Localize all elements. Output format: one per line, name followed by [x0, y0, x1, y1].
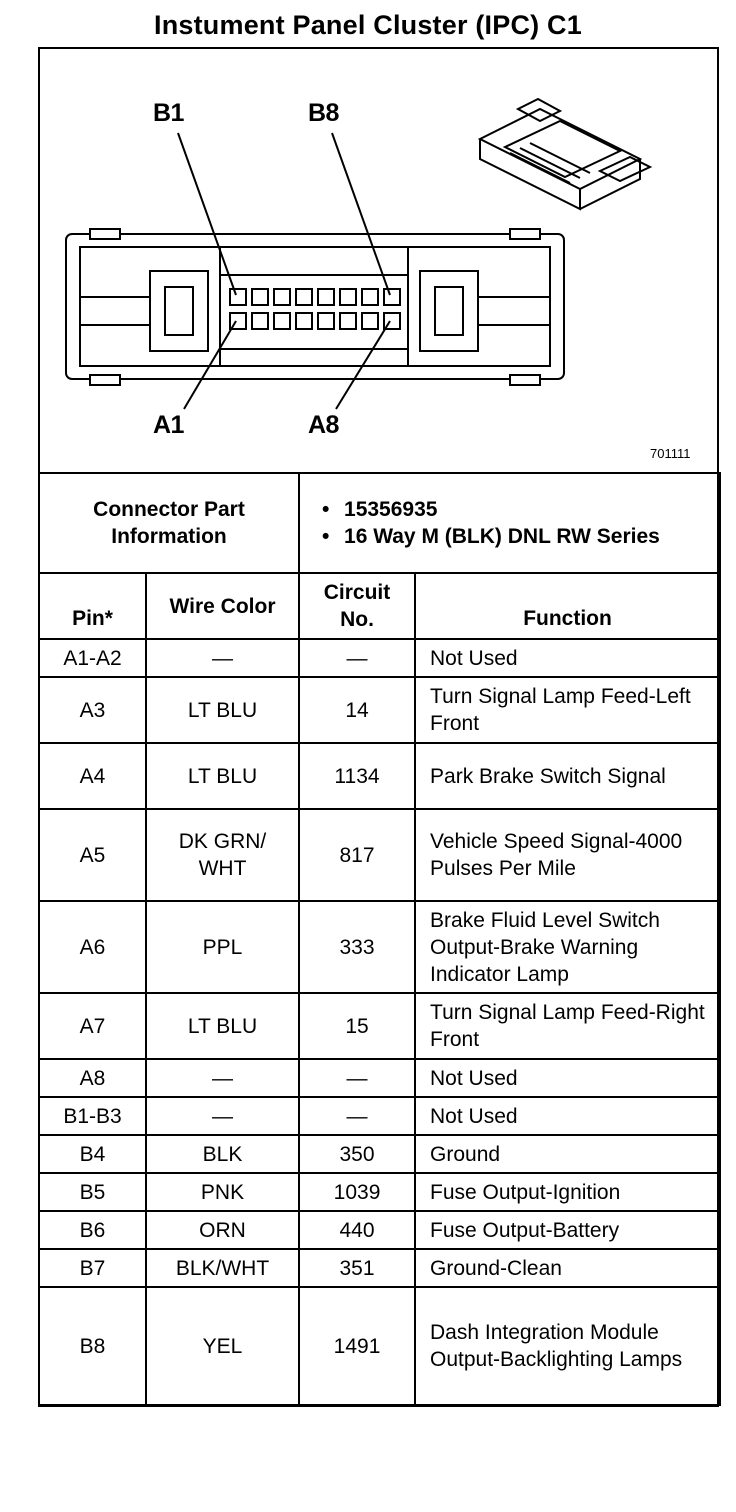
- pin-cell: B1-B3: [39, 1097, 146, 1135]
- left-latch: [150, 271, 208, 351]
- pin-label-b8: B8: [308, 99, 339, 127]
- connector-info-values: [299, 473, 720, 573]
- function-cell: Not Used: [415, 1097, 720, 1135]
- connector-info-label: Connector Part Information: [39, 473, 299, 573]
- left-latch-inner: [165, 287, 193, 335]
- wire-color-cell: DK GRN/ WHT: [146, 809, 299, 901]
- wire-color-cell: —: [146, 1059, 299, 1097]
- connector-drawing: [40, 49, 717, 473]
- wire-color-cell: PPL: [146, 901, 299, 993]
- table-row: [39, 1097, 720, 1135]
- terminal-row-b: [230, 289, 400, 305]
- pin-label-a8: A8: [308, 411, 339, 439]
- circuit-cell: 351: [299, 1249, 415, 1287]
- circuit-cell: 15: [299, 993, 415, 1059]
- circuit-cell: 1039: [299, 1173, 415, 1211]
- table-row: [39, 1249, 720, 1287]
- table-row: [39, 809, 720, 901]
- connector-diagram: [40, 49, 717, 473]
- document-title: Instument Panel Cluster (IPC) C1: [154, 10, 582, 40]
- pin-label-b1: B1: [153, 99, 184, 127]
- function-cell: Fuse Output-Battery: [415, 1211, 720, 1249]
- function-cell: Not Used: [415, 639, 720, 677]
- isometric-connector-sketch: [480, 99, 650, 209]
- circuit-cell: 333: [299, 901, 415, 993]
- pinout-table: [38, 472, 721, 1406]
- figure-number: 701111: [650, 446, 691, 461]
- wire-color-cell: LT BLU: [146, 993, 299, 1059]
- table-row: [39, 743, 720, 809]
- pin-cell: B4: [39, 1135, 146, 1173]
- circuit-cell: 1134: [299, 743, 415, 809]
- table-row: [39, 993, 720, 1059]
- table-row: [39, 1287, 720, 1405]
- right-latch: [420, 271, 478, 351]
- pin-cell: A4: [39, 743, 146, 809]
- connector-info-row: [39, 473, 720, 573]
- function-cell: Ground: [415, 1135, 720, 1173]
- pin-cell: A3: [39, 677, 146, 743]
- circuit-cell: —: [299, 1059, 415, 1097]
- wire-color-cell: —: [146, 1097, 299, 1135]
- circuit-cell: 817: [299, 809, 415, 901]
- wire-color-cell: —: [146, 639, 299, 677]
- circuit-cell: 1491: [299, 1287, 415, 1405]
- pin-cell: A5: [39, 809, 146, 901]
- table-row: [39, 1173, 720, 1211]
- right-latch-inner: [435, 287, 463, 335]
- pin-cell: B7: [39, 1249, 146, 1287]
- function-cell: Turn Signal Lamp Feed-Right Front: [415, 993, 720, 1059]
- circuit-cell: —: [299, 1097, 415, 1135]
- function-cell: Turn Signal Lamp Feed-Left Front: [415, 677, 720, 743]
- function-cell: Ground-Clean: [415, 1249, 720, 1287]
- terminal-row-a: [230, 313, 400, 329]
- wire-color-cell: PNK: [146, 1173, 299, 1211]
- function-cell: Not Used: [415, 1059, 720, 1097]
- circuit-cell: 350: [299, 1135, 415, 1173]
- function-cell: Dash Integration Module Output-Backlighting Lamps: [415, 1287, 720, 1405]
- pin-label-a1: A1: [153, 411, 184, 439]
- connector-part-number: • 15356935: [318, 496, 711, 523]
- header-circuit: Circuit No.: [299, 573, 415, 639]
- table-row: [39, 1135, 720, 1173]
- wire-color-cell: BLK: [146, 1135, 299, 1173]
- header-function: Function: [415, 573, 720, 639]
- circuit-cell: 14: [299, 677, 415, 743]
- function-cell: Brake Fluid Level Switch Output-Brake Warning Indicator Lamp: [415, 901, 720, 993]
- wire-color-cell: LT BLU: [146, 677, 299, 743]
- connector-body-outline: [66, 234, 564, 379]
- circuit-cell: —: [299, 639, 415, 677]
- header-row: [39, 573, 720, 639]
- table-row: [39, 901, 720, 993]
- pin-cell: A8: [39, 1059, 146, 1097]
- function-cell: Park Brake Switch Signal: [415, 743, 720, 809]
- leader-line-b8: [332, 133, 390, 295]
- wire-color-cell: LT BLU: [146, 743, 299, 809]
- pin-cell: A1-A2: [39, 639, 146, 677]
- function-cell: Fuse Output-Ignition: [415, 1173, 720, 1211]
- wire-color-cell: BLK/WHT: [146, 1249, 299, 1287]
- pin-cell: B8: [39, 1287, 146, 1405]
- table-row: [39, 677, 720, 743]
- table-row: [39, 639, 720, 677]
- pin-cell: B6: [39, 1211, 146, 1249]
- circuit-cell: 440: [299, 1211, 415, 1249]
- header-wire-color: Wire Color: [146, 573, 299, 639]
- pin-cell: B5: [39, 1173, 146, 1211]
- connector-description: • 16 Way M (BLK) DNL RW Series: [318, 523, 711, 550]
- pin-cell: A6: [39, 901, 146, 993]
- pin-cell: A7: [39, 993, 146, 1059]
- wire-color-cell: ORN: [146, 1211, 299, 1249]
- table-row: [39, 1211, 720, 1249]
- header-pin: Pin*: [39, 573, 146, 639]
- table-row: [39, 1059, 720, 1097]
- function-cell: Vehicle Speed Signal-4000 Pulses Per Mile: [415, 809, 720, 901]
- wire-color-cell: YEL: [146, 1287, 299, 1405]
